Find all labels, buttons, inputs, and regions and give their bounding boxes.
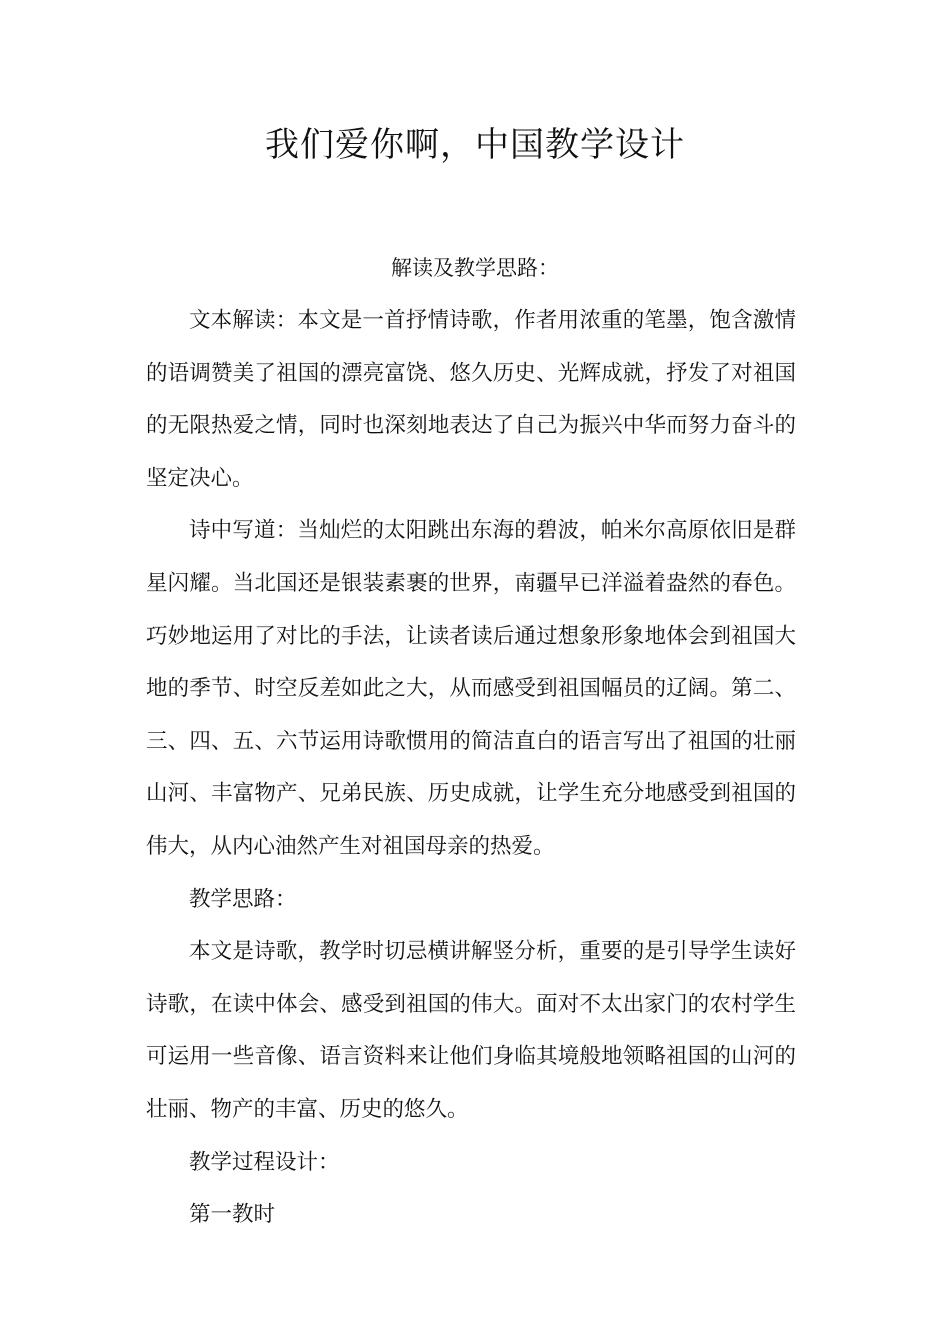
paragraph-text-interpretation: 文本解读：本文是一首抒情诗歌，作者用浓重的笔墨，饱含激情的语调赞美了祖国的漂亮富饶、悠久历史、光辉成就，抒发了对祖国的无限热爱之情，同时也深刻地表达了自己为振兴中华而努力奋斗的坚定决心。 — [146, 308, 796, 491]
paragraph-poem-analysis: 诗中写道：当灿烂的太阳跳出东海的碧波，帕米尔高原依旧是群星闪耀。当北国还是银装素裹的世界，南疆早已洋溢着盎然的春色。巧妙地运用了对比的手法，让读者读后通过想象形象地体会到祖国大地的季节、时空反差如此之大，从而感受到祖国幅员的辽阔。第二、三、四、五、六节运用诗歌惯用的简洁直白的语言写出了祖国的壮丽山河、丰富物产、兄弟民族、历史成就，让学生充分地感受到祖国的伟大，从内心油然产生对祖国母亲的热爱。 — [146, 518, 796, 859]
paragraph-teaching-approach-label: 教学思路： — [189, 886, 297, 912]
paragraph-process-design-label: 教学过程设计： — [189, 1149, 340, 1175]
paragraph-first-lesson: 第一教时 — [189, 1202, 276, 1228]
document-body — [146, 295, 796, 1242]
document-title: 我们爱你啊，中国教学设计 — [265, 125, 685, 165]
paragraph-teaching-approach: 本文是诗歌，教学时切忌横讲解竖分析，重要的是引导学生读好诗歌，在读中体会、感受到祖国的伟大。面对不太出家门的农村学生可运用一些音像、语言资料来让他们身临其境般地领略祖国的山河的壮丽、物产的丰富、历史的悠久。 — [146, 939, 796, 1122]
section-heading: 解读及教学思路： — [391, 256, 559, 280]
